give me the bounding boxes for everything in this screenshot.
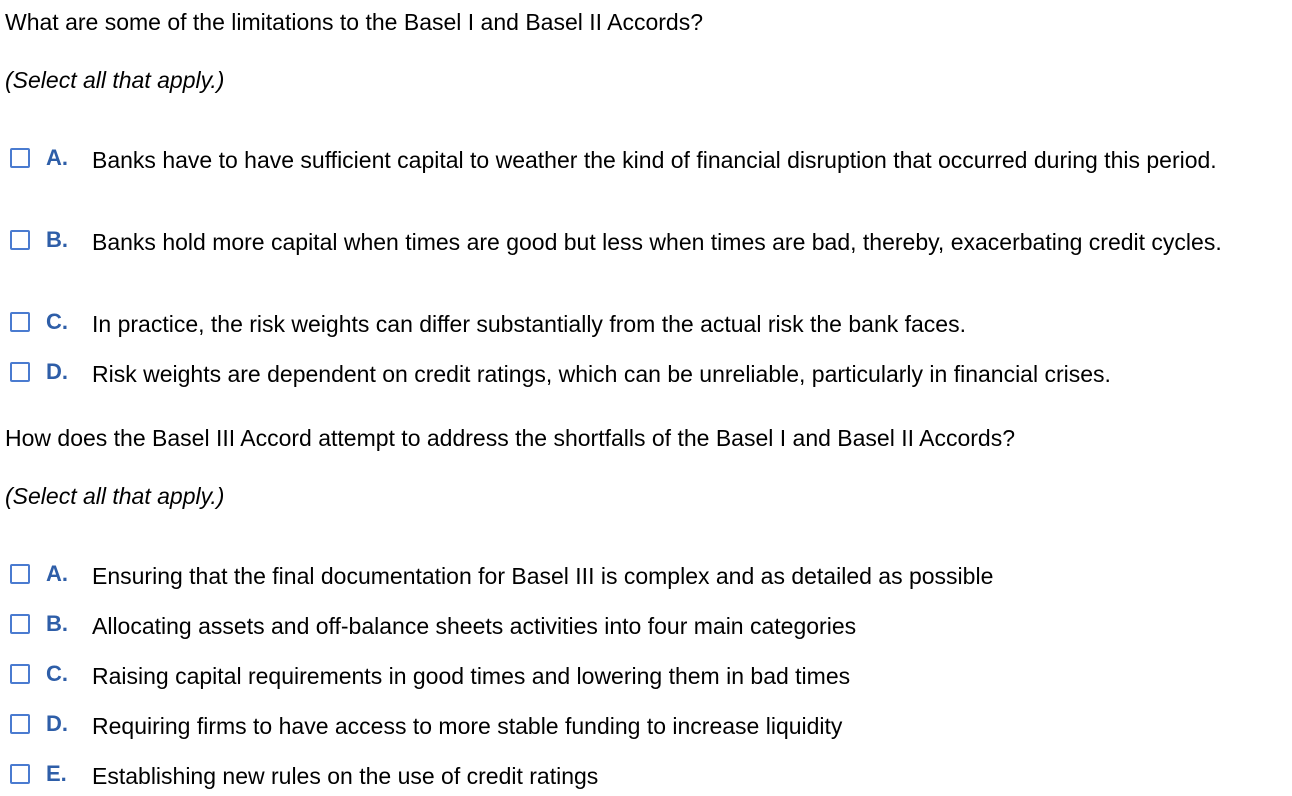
q2-option-e-letter: E.	[46, 761, 67, 786]
q2-option-b-text: Allocating assets and off-balance sheets activities into four main categories	[92, 613, 857, 639]
question-2-instruction: (Select all that apply.)	[5, 483, 225, 509]
q1-option-b-text: Banks hold more capital when times are good but less when times are bad, thereby, exacerbating credit cycles.	[92, 229, 1222, 255]
q1-option-a-letter: A.	[46, 145, 68, 170]
q2-option-d-text: Requiring firms to have access to more stable funding to increase liquidity	[92, 713, 843, 739]
question-1-prompt: What are some of the limitations to the Basel I and Basel II Accords?	[5, 9, 704, 35]
q1-option-c-checkbox[interactable]	[10, 312, 30, 332]
q2-option-c-checkbox[interactable]	[10, 664, 30, 684]
q1-option-b-letter: B.	[46, 227, 68, 252]
q2-option-d-letter: D.	[46, 711, 68, 736]
question-2-prompt: How does the Basel III Accord attempt to address the shortfalls of the Basel I and Basel II Accords?	[5, 425, 1015, 451]
q2-option-d-checkbox[interactable]	[10, 714, 30, 734]
q1-option-d-letter: D.	[46, 359, 68, 384]
q1-option-b-checkbox[interactable]	[10, 230, 30, 250]
q2-option-e-checkbox[interactable]	[10, 764, 30, 784]
q1-option-a-text: Banks have to have sufficient capital to weather the kind of financial disruption that occurred during this period.	[92, 147, 1217, 173]
q1-option-d-checkbox[interactable]	[10, 362, 30, 382]
question-1-instruction: (Select all that apply.)	[5, 67, 225, 93]
q1-option-c-letter: C.	[46, 309, 68, 334]
q2-option-c-letter: C.	[46, 661, 68, 686]
q2-option-a-checkbox[interactable]	[10, 564, 30, 584]
q2-option-a-text: Ensuring that the final documentation for Basel III is complex and as detailed as possible	[92, 563, 994, 589]
q1-option-d-text: Risk weights are dependent on credit ratings, which can be unreliable, particularly in financial crises.	[92, 361, 1111, 387]
q2-option-b-letter: B.	[46, 611, 68, 636]
q2-option-a-letter: A.	[46, 561, 68, 586]
q1-option-a-checkbox[interactable]	[10, 148, 30, 168]
q2-option-e-text: Establishing new rules on the use of credit ratings	[92, 763, 599, 789]
q2-option-b-checkbox[interactable]	[10, 614, 30, 634]
q2-option-c-text: Raising capital requirements in good times and lowering them in bad times	[92, 663, 851, 689]
q1-option-c-text: In practice, the risk weights can differ substantially from the actual risk the bank faces.	[92, 311, 966, 337]
